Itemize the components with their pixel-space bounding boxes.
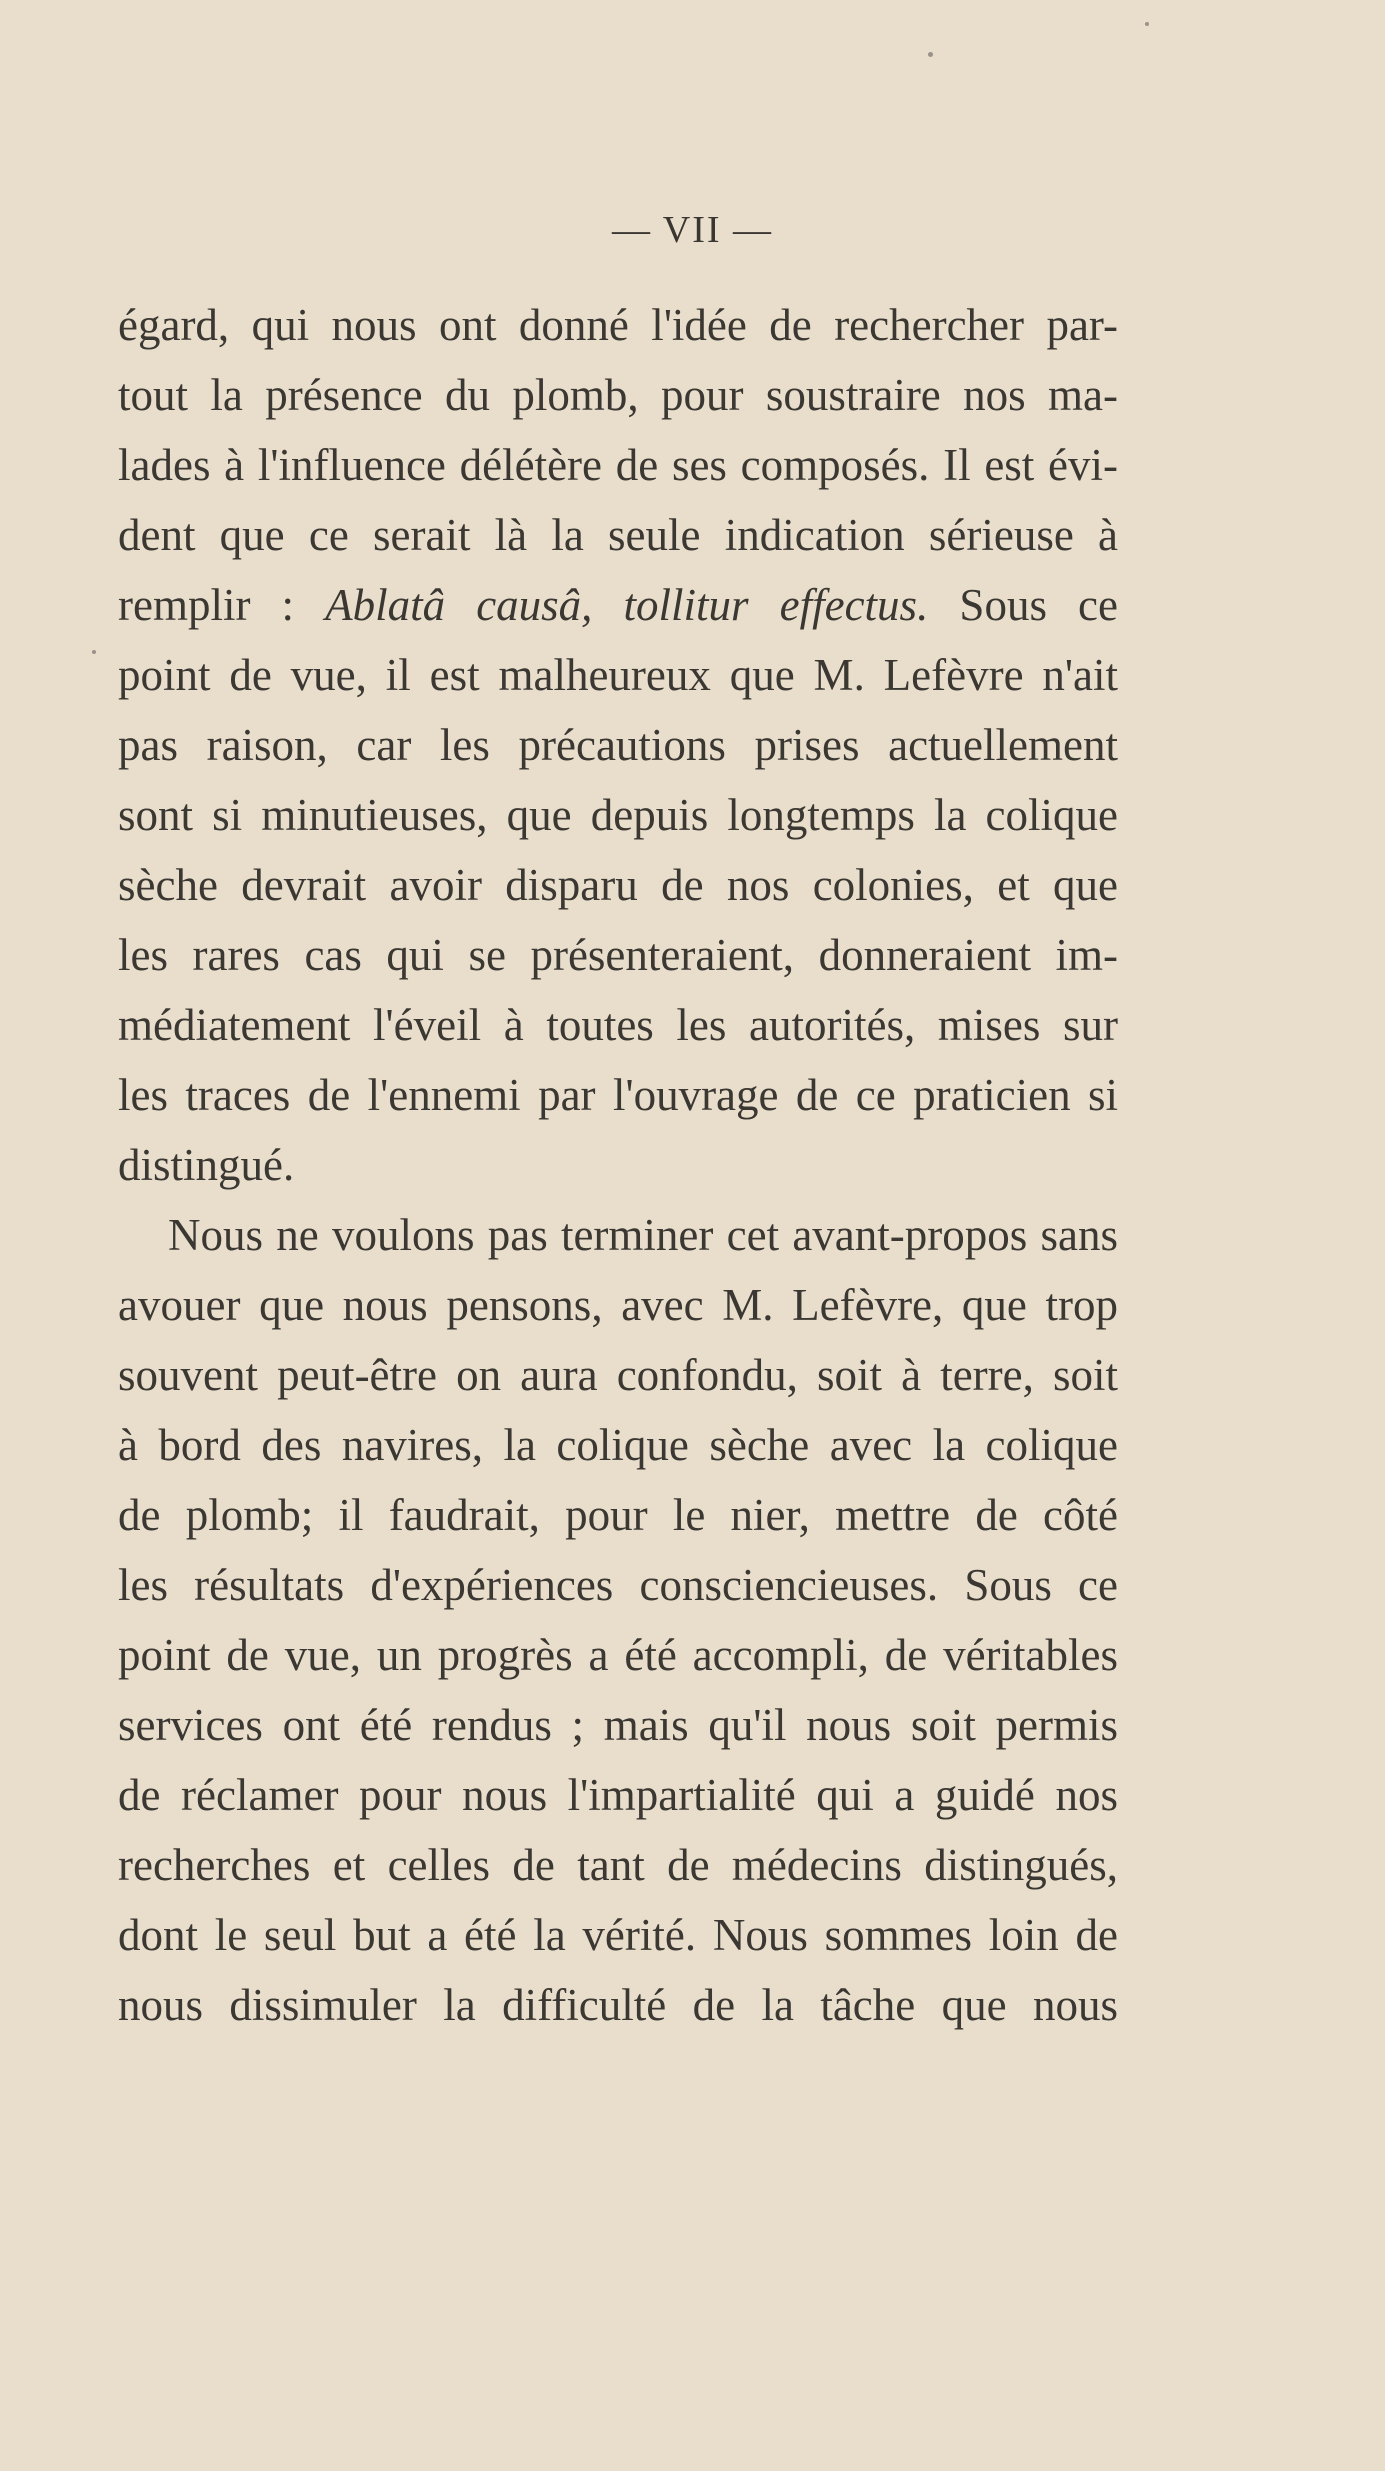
text-segment: remplir : [118, 580, 326, 630]
text-line: égard, qui nous ont donné l'idée de rechercher par- [118, 300, 1118, 350]
text-line: les rares cas qui se présenteraient, donneraient im- [118, 930, 1118, 980]
text-line: sèche devrait avoir disparu de nos colonies, et que [118, 860, 1118, 910]
text-line: de plomb; il faudrait, pour le nier, mettre de côté [118, 1490, 1118, 1540]
text-line: de réclamer pour nous l'impartialité qui a guidé nos [118, 1770, 1118, 1820]
text-line: les résultats d'expériences consciencieuses. Sous ce [118, 1560, 1118, 1610]
text-line: médiatement l'éveil à toutes les autorités, mises sur [118, 1000, 1118, 1050]
text-line: souvent peut-être on aura confondu, soit à terre, soit [118, 1350, 1118, 1400]
text-segment: Sous ce [928, 580, 1118, 630]
paragraph-end-line: distingué. [118, 1140, 295, 1190]
paragraph-first-line: Nous ne voulons pas terminer cet avant-propos sans [168, 1210, 1118, 1260]
paper-speck [92, 650, 96, 654]
body-text [118, 290, 1118, 2040]
text-line: nous dissimuler la difficulté de la tâche que nous [118, 1980, 1118, 2030]
text-line: dent que ce serait là la seule indication sérieuse à [118, 510, 1118, 560]
text-line: dont le seul but a été la vérité. Nous sommes loin de [118, 1910, 1118, 1960]
text-line: lades à l'influence délétère de ses composés. Il est évi- [118, 440, 1118, 490]
text-line: recherches et celles de tant de médecins distingués, [118, 1840, 1118, 1890]
text-line: les traces de l'ennemi par l'ouvrage de ce praticien si [118, 1070, 1118, 1120]
text-line: point de vue, il est malheureux que M. Lefèvre n'ait [118, 650, 1118, 700]
text-line: pas raison, car les précautions prises actuellement [118, 720, 1118, 770]
text-line: services ont été rendus ; mais qu'il nous soit permis [118, 1700, 1118, 1750]
paper-speck [928, 52, 933, 57]
latin-quote: Ablatâ causâ, tollitur effectus. [325, 580, 929, 630]
paper-speck [1145, 22, 1149, 26]
text-line-with-latin-quote [118, 570, 1118, 640]
text-line: tout la présence du plomb, pour soustraire nos ma- [118, 370, 1118, 420]
text-line: à bord des navires, la colique sèche avec la colique [118, 1420, 1118, 1470]
page-number: — VII — [611, 209, 774, 251]
text-line: point de vue, un progrès a été accompli, de véritables [118, 1630, 1118, 1680]
text-line: sont si minutieuses, que depuis longtemps la colique [118, 790, 1118, 840]
text-line: avouer que nous pensons, avec M. Lefèvre, que trop [118, 1280, 1118, 1330]
